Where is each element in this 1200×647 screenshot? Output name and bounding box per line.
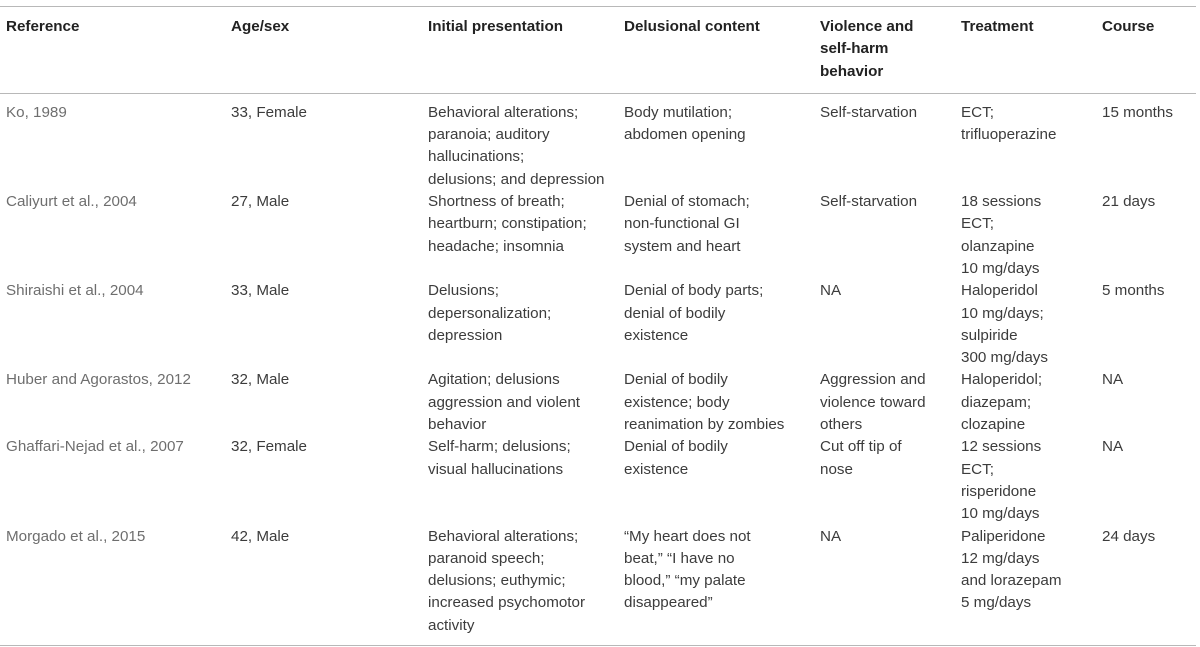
cell-age-sex: 42, Male (231, 527, 290, 545)
cell-violence (814, 526, 955, 646)
header-violence-line: behavior (820, 62, 884, 80)
cell-delusional-content (618, 369, 814, 436)
table-row (0, 369, 1196, 436)
cell-initial-presentation-line: increased psychomotor (428, 594, 586, 612)
cell-reference: Shiraishi et al., 2004 (6, 282, 144, 300)
cell-violence-line: others (820, 416, 863, 434)
header-violence-line: Violence and (820, 18, 914, 35)
cell-delusional-content-line: “My heart does not (624, 527, 751, 545)
cell-course: NA (1102, 438, 1124, 456)
cell-treatment-line: clozapine (961, 416, 1026, 434)
header-age-sex: Age/sex (231, 18, 290, 35)
header-violence-line: self-harm (820, 40, 889, 58)
table-row (0, 526, 1196, 646)
cell-violence (814, 280, 955, 369)
cell-violence-line: NA (820, 282, 842, 300)
cell-reference: Caliyurt et al., 2004 (6, 193, 137, 211)
table-row (0, 191, 1196, 280)
cell-age-sex: 32, Female (231, 438, 307, 456)
cell-delusional-content-line: Denial of body parts; (624, 282, 764, 300)
cell-treatment-line: 12 sessions (961, 438, 1042, 456)
cell-delusional-content-line: existence (624, 326, 689, 344)
cell-initial-presentation-line: visual hallucinations (428, 460, 564, 478)
cell-delusional-content-line: non-functional GI (624, 215, 740, 233)
cell-treatment-line: 5 mg/days (961, 594, 1032, 612)
cell-delusional-content-line: existence (624, 460, 689, 478)
cell-treatment-line: 18 sessions (961, 193, 1042, 211)
cell-reference: Ko, 1989 (6, 103, 67, 121)
cell-treatment-line: 12 mg/days (961, 549, 1040, 567)
cell-initial-presentation (422, 526, 618, 646)
cell-delusional-content-line: Body mutilation; (624, 103, 733, 121)
cell-course: 5 months (1102, 282, 1165, 300)
cell-treatment-line: olanzapine (961, 237, 1035, 255)
cell-delusional-content-line: reanimation by zombies (624, 416, 785, 434)
cell-violence-line: NA (820, 527, 842, 545)
cell-initial-presentation-line: paranoia; auditory (428, 126, 550, 144)
cell-treatment-line: trifluoperazine (961, 126, 1057, 144)
cell-initial-presentation-line: headache; insomnia (428, 237, 564, 255)
header-initial-presentation: Initial presentation (428, 18, 564, 35)
cell-reference: Ghaffari-Nejad et al., 2007 (6, 438, 184, 456)
header-course: Course (1102, 18, 1155, 35)
cell-initial-presentation (422, 191, 618, 280)
cell-violence (814, 93, 955, 191)
cell-initial-presentation-line: Behavioral alterations; (428, 527, 579, 545)
cell-treatment (955, 93, 1096, 191)
cell-violence-line: violence toward (820, 393, 926, 411)
cell-violence-line: Aggression and (820, 371, 926, 389)
cell-delusional-content-line: Denial of stomach; (624, 193, 750, 211)
cell-treatment-line: sulpiride (961, 326, 1018, 344)
header-delusional-content: Delusional content (624, 18, 760, 35)
table-row (0, 436, 1196, 525)
cell-treatment-line: diazepam; (961, 393, 1032, 411)
cell-initial-presentation-line: Behavioral alterations; (428, 103, 579, 121)
cell-delusional-content (618, 191, 814, 280)
cell-initial-presentation (422, 93, 618, 191)
cell-treatment (955, 526, 1096, 646)
cell-age-sex: 27, Male (231, 193, 290, 211)
cell-delusional-content-line: Denial of bodily (624, 371, 728, 389)
cell-course: NA (1102, 371, 1124, 389)
cell-initial-presentation-line: Self-harm; delusions; (428, 438, 571, 456)
cell-delusional-content (618, 93, 814, 191)
cell-delusional-content-line: existence; body (624, 393, 730, 411)
header-violence (814, 7, 955, 94)
cell-delusional-content (618, 280, 814, 369)
case-reports-table (0, 6, 1196, 646)
cell-violence (814, 191, 955, 280)
cell-treatment (955, 436, 1096, 525)
cell-violence-line: Self-starvation (820, 103, 918, 121)
cell-violence-line: Cut off tip of (820, 438, 902, 456)
cell-delusional-content-line: denial of bodily (624, 304, 726, 322)
case-table-container (0, 6, 1196, 646)
cell-course: 15 months (1102, 103, 1173, 121)
cell-delusional-content-line: system and heart (624, 237, 741, 255)
cell-treatment-line: 10 mg/days (961, 259, 1040, 277)
cell-violence-line: Self-starvation (820, 193, 918, 211)
cell-delusional-content-line: Denial of bodily (624, 438, 728, 456)
cell-treatment (955, 191, 1096, 280)
cell-treatment-line: 10 mg/days (961, 505, 1040, 523)
cell-treatment-line: ECT; (961, 103, 994, 121)
cell-treatment-line: risperidone (961, 482, 1037, 500)
cell-initial-presentation-line: activity (428, 616, 475, 634)
cell-treatment (955, 280, 1096, 369)
cell-initial-presentation-line: aggression and violent (428, 393, 580, 411)
cell-treatment-line: Haloperidol; (961, 371, 1043, 389)
cell-delusional-content (618, 526, 814, 646)
cell-initial-presentation-line: Delusions; (428, 282, 499, 300)
cell-initial-presentation-line: depression (428, 326, 503, 344)
cell-violence-line: nose (820, 460, 853, 478)
cell-initial-presentation-line: delusions; and depression (428, 170, 605, 188)
table-row (0, 93, 1196, 191)
table-body (0, 93, 1196, 645)
cell-delusional-content-line: beat,” “I have no (624, 549, 735, 567)
cell-treatment (955, 369, 1096, 436)
cell-reference: Huber and Agorastos, 2012 (6, 371, 191, 389)
cell-treatment-line: and lorazepam (961, 572, 1062, 590)
cell-treatment-line: 10 mg/days; (961, 304, 1044, 322)
cell-treatment-line: Paliperidone (961, 527, 1046, 545)
header-treatment: Treatment (961, 18, 1034, 35)
cell-initial-presentation-line: paranoid speech; (428, 549, 545, 567)
cell-initial-presentation (422, 280, 618, 369)
cell-initial-presentation-line: hallucinations; (428, 148, 525, 166)
cell-initial-presentation (422, 369, 618, 436)
cell-violence (814, 369, 955, 436)
cell-reference: Morgado et al., 2015 (6, 527, 146, 545)
cell-initial-presentation-line: heartburn; constipation; (428, 215, 587, 233)
cell-delusional-content-line: abdomen opening (624, 126, 746, 144)
cell-delusional-content (618, 436, 814, 525)
cell-age-sex: 32, Male (231, 371, 290, 389)
cell-age-sex: 33, Female (231, 103, 307, 121)
cell-treatment-line: Haloperidol (961, 282, 1038, 300)
cell-initial-presentation-line: depersonalization; (428, 304, 552, 322)
cell-initial-presentation (422, 436, 618, 525)
cell-treatment-line: 300 mg/days (961, 349, 1048, 367)
cell-treatment-line: ECT; (961, 215, 994, 233)
cell-course: 24 days (1102, 527, 1156, 545)
cell-violence (814, 436, 955, 525)
table-header (0, 7, 1196, 94)
cell-initial-presentation-line: behavior (428, 416, 487, 434)
table-row (0, 280, 1196, 369)
header-row (0, 7, 1196, 94)
cell-initial-presentation-line: Agitation; delusions (428, 371, 560, 389)
cell-delusional-content-line: blood,” “my palate (624, 572, 746, 590)
cell-course: 21 days (1102, 193, 1156, 211)
cell-age-sex: 33, Male (231, 282, 290, 300)
cell-treatment-line: ECT; (961, 460, 994, 478)
cell-initial-presentation-line: Shortness of breath; (428, 193, 565, 211)
cell-delusional-content-line: disappeared” (624, 594, 713, 612)
header-reference: Reference (6, 18, 80, 35)
cell-initial-presentation-line: delusions; euthymic; (428, 572, 566, 590)
